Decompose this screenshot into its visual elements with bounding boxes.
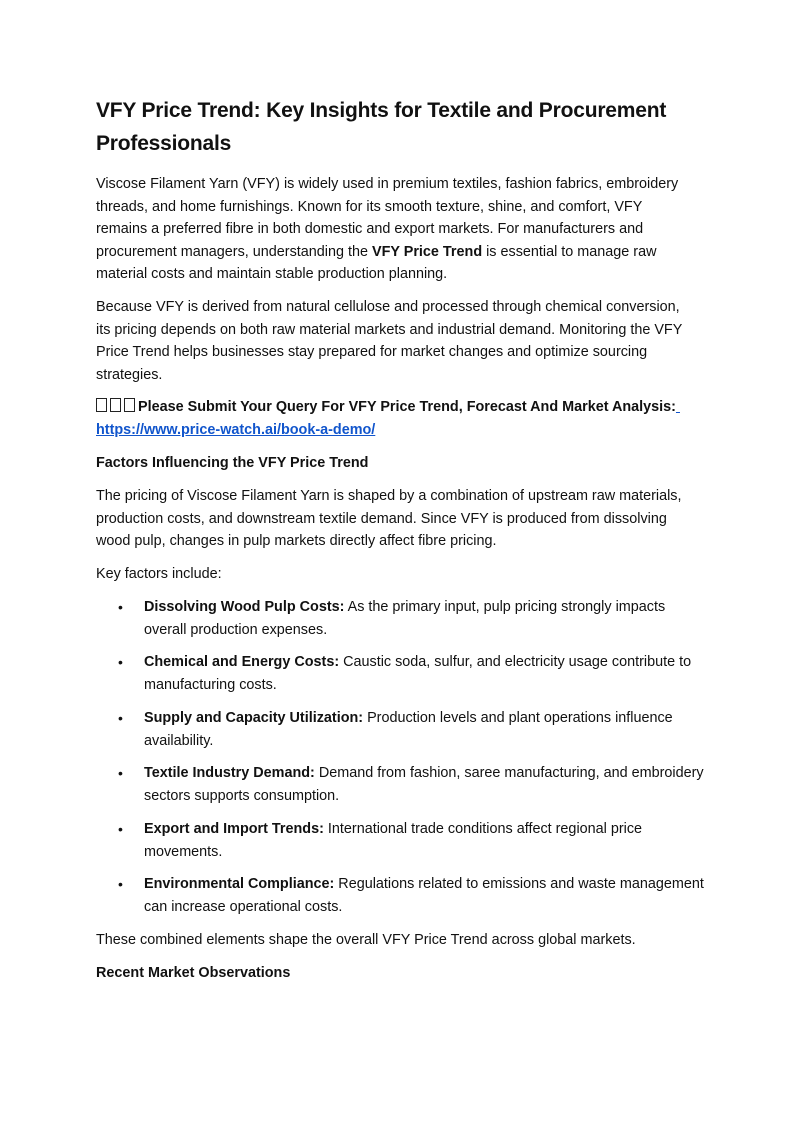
paragraph-2: Because VFY is derived from natural cellulose and processed through chemical conversion, its pricing depends on both raw material markets and industrial demand. Monitoring the VFY Price Trend helps businesses stay prepared for market changes and optimize sourcing strategies. [96, 299, 683, 383]
bullet-icon: • [118, 876, 123, 892]
bullet-icon: • [118, 654, 123, 670]
bold-term: VFY Price Trend [372, 243, 483, 260]
section-heading-observations: Recent Market Observations [96, 965, 291, 981]
intro-paragraph: Viscose Filament Yarn (VFY) is widely used in premium textiles, fashion fabrics, embroidery threads, and home furnishings. Known for its smooth texture, shine, and comfort, VFY remains a preferred fibre in both domestic and export markets. For manufacturers and procurement managers, understanding the VFY Price Trend is essential to manage raw material costs and maintain stable production planning. [96, 176, 679, 282]
missing-glyph-icon [124, 398, 135, 412]
cta-paragraph [96, 396, 696, 441]
bullet-icon: • [118, 710, 123, 726]
missing-glyph-icon [96, 398, 107, 412]
cta-label: Please Submit Your Query For VFY Price Trend, Forecast And Market Analysis: [138, 399, 676, 415]
factors-paragraph: The pricing of Viscose Filament Yarn is shaped by a combination of upstream raw materials, production costs, and downstream textile demand. Since VFY is produced from dissolving wood pulp, changes in pulp markets directly affect fibre pricing. [96, 488, 682, 549]
bullet-icon: • [118, 599, 123, 615]
cta-trailing-link[interactable] [676, 399, 680, 415]
missing-glyph-icon [110, 398, 121, 412]
section-heading-factors: Factors Influencing the VFY Price Trend [96, 455, 369, 471]
page-title: VFY Price Trend: Key Insights for Textile and Procurement Professionals [96, 99, 667, 155]
bullet-icon: • [118, 765, 123, 781]
list-intro: Key factors include: [96, 566, 222, 582]
bullet-icon: • [118, 821, 123, 837]
book-demo-link[interactable]: https://www.price-watch.ai/book-a-demo/ [96, 421, 376, 438]
closing-paragraph: These combined elements shape the overall VFY Price Trend across global markets. [96, 932, 636, 948]
